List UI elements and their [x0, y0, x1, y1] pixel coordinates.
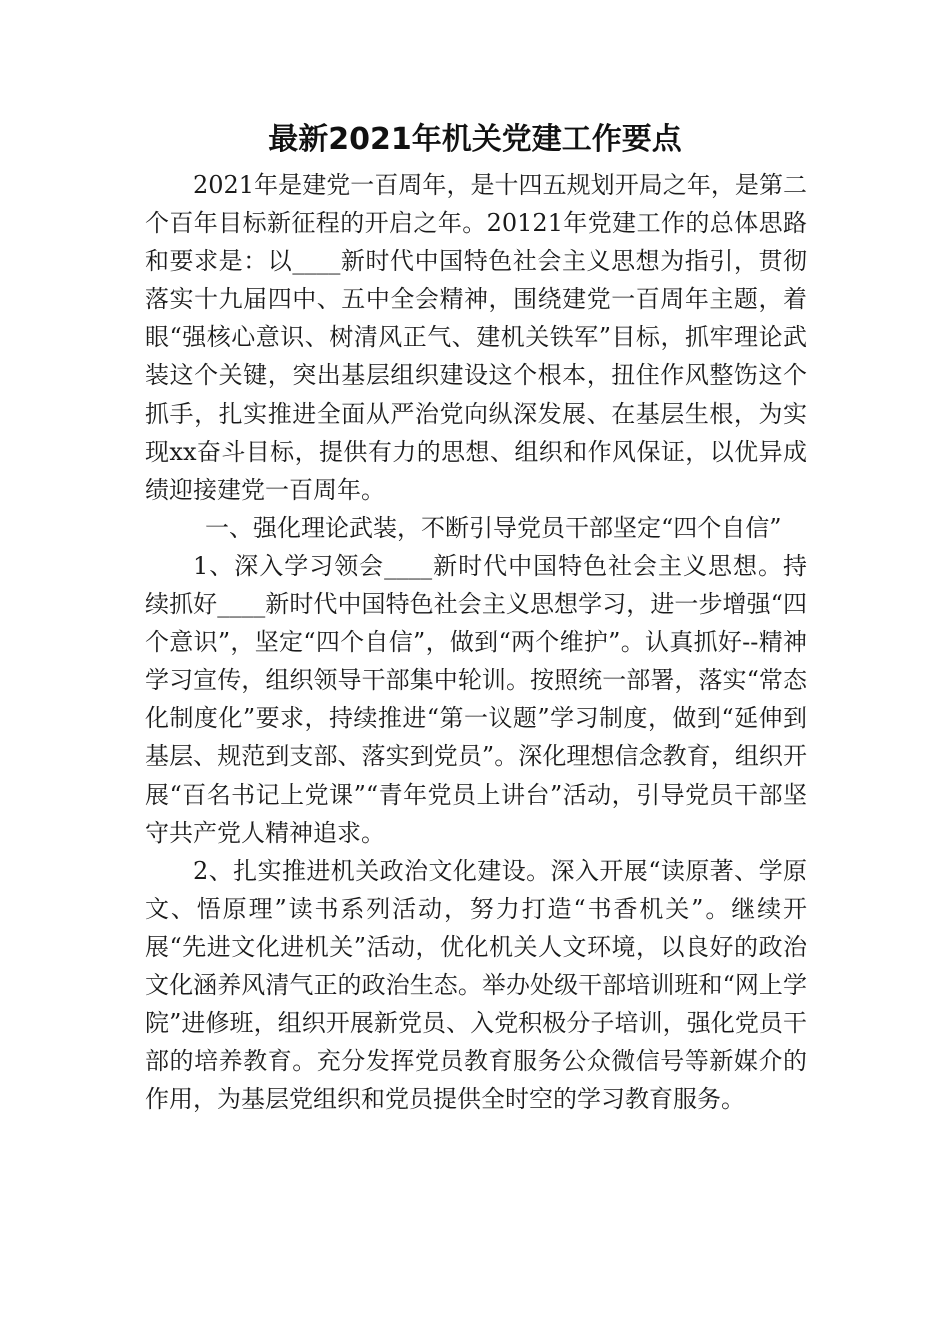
section-heading-1: 一、强化理论武装，不断引导党员干部坚定“四个自信”	[205, 513, 782, 542]
item-paragraph-1: 1、深入学习领会____新时代中国特色社会主义思想。持续抓好____新时代中国特色社会主义思想学习，进一步增强“四个意识”，坚定“四个自信”，做到“两个维护”。认真抓好--精神学习宣传，组织领导干部集中轮训。按照统一部署，落实“常态化制度化”要求，持续推进“第一议题”学习制度，做到“延伸到基层、规范到支部、落实到党员”。深化理想信念教育，组织开展“百名书记上党课”“青年党员上讲台”活动，引导党员干部坚守共产党人精神追求。	[145, 551, 807, 847]
intro-paragraph: 2021年是建党一百周年，是十四五规划开局之年，是第二个百年目标新征程的开启之年。20121年党建工作的总体思路和要求是：以____新时代中国特色社会主义思想为指引，贯彻落实十九届四中、五中全会精神，围绕建党一百周年主题，着眼“强核心意识、树清风正气、建机关铁军”目标，抓牢理论武装这个关键，突出基层组织建设这个根本，扭住作风整饬这个抓手，扎实推进全面从严治党向纵深发展、在基层生根，为实现xx奋斗目标，提供有力的思想、组织和作风保证，以优异成绩迎接建党一百周年。	[145, 171, 807, 504]
item-paragraph-2: 2、扎实推进机关政治文化建设。深入开展“读原著、学原文、悟原理”读书系列活动，努力打造“书香机关”。继续开展“先进文化进机关”活动，优化机关人文环境，以良好的政治文化涵养风清气正的政治生态。举办处级干部培训班和“网上学院”进修班，组织开展新党员、入党积极分子培训，强化党员干部的培养教育。充分发挥党员教育服务公众微信号等新媒介的作用，为基层党组织和党员提供全时空的学习教育服务。	[145, 856, 807, 1114]
document-title: 最新2021年机关党建工作要点	[268, 122, 682, 157]
document-body	[145, 166, 807, 1118]
